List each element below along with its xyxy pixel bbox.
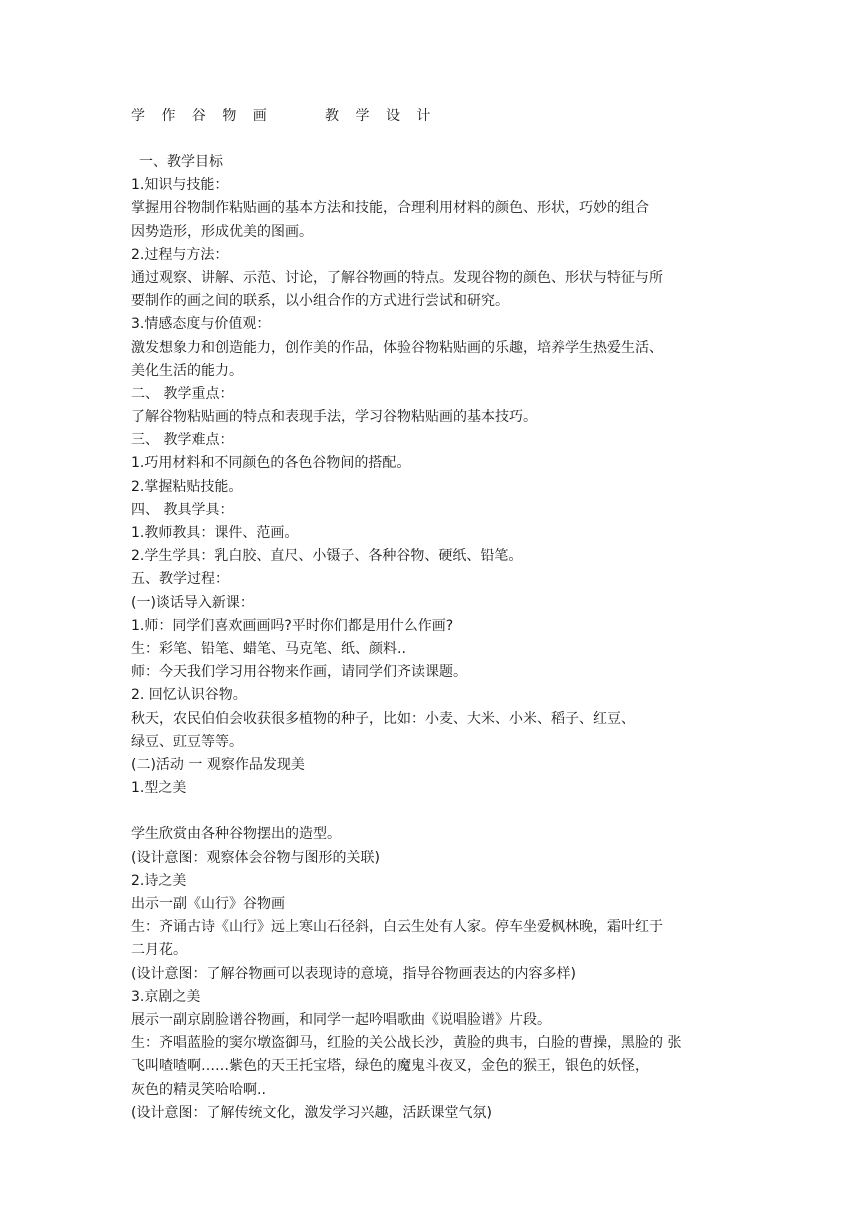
paragraph-line: 展示一副京剧脸谱谷物画，和同学一起吟唱歌曲《说唱脸谱》片段。 <box>131 1011 551 1028</box>
paragraph-line: 2.掌握粘贴技能。 <box>131 478 243 495</box>
paragraph-line: 通过观察、讲解、示范、讨论，了解谷物画的特点。发现谷物的颜色、形状与特征与所 <box>131 269 663 286</box>
paragraph-line: 飞叫喳喳啊……紫色的天王托宝塔，绿色的魔鬼斗夜叉，金色的猴王，银色的妖怪， <box>131 1058 649 1075</box>
paragraph-line: 2.学生学具：乳白胶、直尺、小镊子、各种谷物、硬纸、铅笔。 <box>131 548 523 565</box>
paragraph-line: 生：齐唱蓝脸的窦尔墩盗御马，红脸的关公战长沙，黄脸的典韦，白脸的曹操，黑脸的 张 <box>131 1035 682 1052</box>
paragraph-line: 秋天，农民伯伯会收获很多植物的种子，比如：小麦、大米、小米、稻子、红豆、 <box>131 710 635 727</box>
section-heading-process: 五、教学过程： <box>131 571 229 588</box>
paragraph-line: 师：今天我们学习用谷物来作画，请同学们齐读课题。 <box>131 664 467 681</box>
paragraph-line: 二月花。 <box>131 942 187 959</box>
document-body <box>131 151 751 1125</box>
paragraph-line: 生：彩笔、铅笔、蜡笔、马克笔、纸、颜料.. <box>131 640 406 657</box>
paragraph-line: 激发想象力和创造能力，创作美的作品，体验谷物粘贴画的乐趣，培养学生热爱生活、 <box>131 339 663 356</box>
paragraph-line: 1.巧用材料和不同颜色的各色谷物间的搭配。 <box>131 455 411 472</box>
subheading-intro: (一)谈话导入新课： <box>131 594 254 611</box>
paragraph-line: 要制作的画之间的联系，以小组合作的方式进行尝试和研究。 <box>131 293 509 310</box>
document-title: 学 作 谷 物 画 教 学 设 计 <box>131 108 437 124</box>
paragraph-line: 生：齐诵古诗《山行》远上寒山石径斜，白云生处有人家。停车坐爱枫林晚，霜叶红于 <box>131 919 663 936</box>
paragraph-line: (设计意图：了解谷物画可以表现诗的意境，指导谷物画表达的内容多样) <box>131 965 576 982</box>
paragraph-line: 学生欣赏由各种谷物摆出的造型。 <box>131 826 341 843</box>
paragraph-line: 1.师：同学们喜欢画画吗?平时你们都是用什么作画? <box>131 617 454 634</box>
section-heading-objectives: 一、教学目标 <box>139 154 223 170</box>
section-heading-key-points: 二、 教学重点： <box>131 385 234 402</box>
paragraph-line: 3.京剧之美 <box>131 988 201 1005</box>
paragraph-line: 2.诗之美 <box>131 872 187 889</box>
paragraph-line: 掌握用谷物制作粘贴画的基本方法和技能，合理利用材料的颜色、形状，巧妙的组合 <box>131 200 649 217</box>
paragraph-line: 了解谷物粘贴画的特点和表现手法，学习谷物粘贴画的基本技巧。 <box>131 409 537 426</box>
subheading-process-method: 2.过程与方法： <box>131 246 229 263</box>
section-heading-difficulties: 三、 教学难点： <box>131 432 234 449</box>
paragraph-line: 出示一副《山行》谷物画 <box>131 896 285 912</box>
subheading-attitude-values: 3.情感态度与价值观： <box>131 316 271 333</box>
paragraph-line: (设计意图：观察体会谷物与图形的关联) <box>131 849 380 866</box>
section-heading-tools: 四、 教具学具： <box>131 501 234 518</box>
paragraph-line: 绿豆、豇豆等等。 <box>131 733 243 750</box>
subheading-knowledge-skills: 1.知识与技能： <box>131 177 229 194</box>
paragraph-line: 灰色的精灵笑哈哈啊.. <box>131 1081 266 1098</box>
paragraph-line: (设计意图：了解传统文化，激发学习兴趣，活跃课堂气氛) <box>131 1104 492 1121</box>
paragraph-line: 因势造形，形成优美的图画。 <box>131 223 313 240</box>
subheading-activity-one: (二)活动 一 观察作品发现美 <box>131 756 305 773</box>
paragraph-line: 美化生活的能力。 <box>131 362 243 379</box>
paragraph-line: 2. 回忆认识谷物。 <box>131 687 247 704</box>
paragraph-line: 1.型之美 <box>131 780 187 797</box>
blank-line <box>131 800 751 823</box>
paragraph-line: 1.教师教具：课件、范画。 <box>131 525 299 541</box>
